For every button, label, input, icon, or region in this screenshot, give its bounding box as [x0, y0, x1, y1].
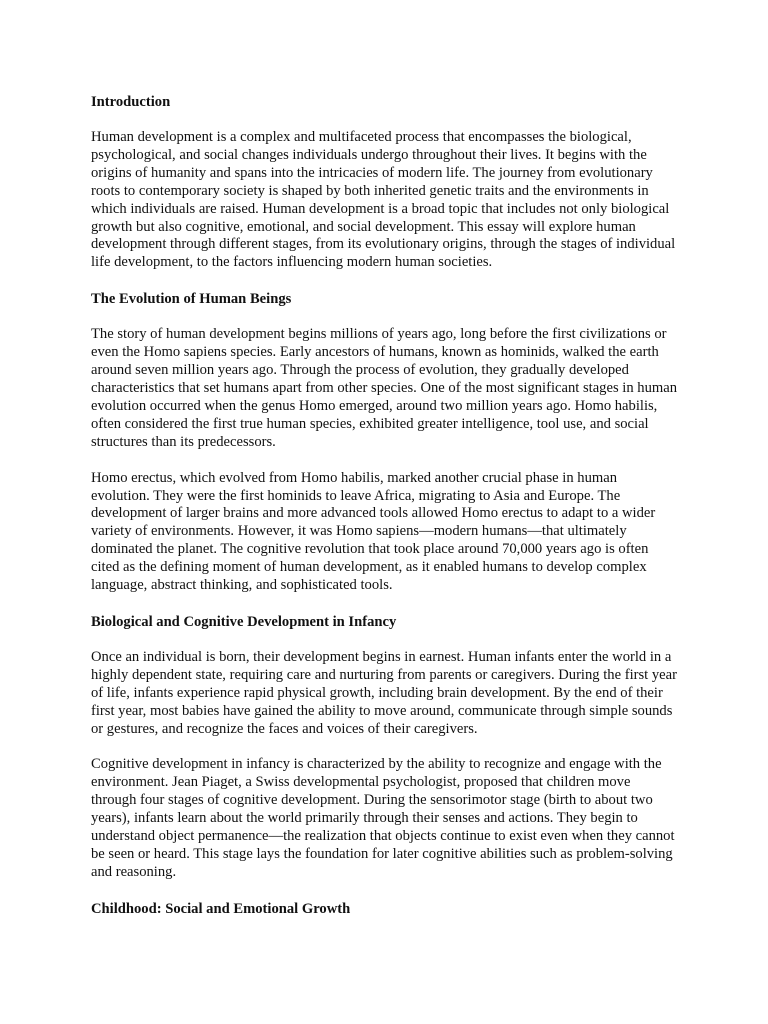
section-heading-introduction: Introduction [91, 94, 171, 110]
section-heading-evolution: The Evolution of Human Beings [91, 291, 292, 308]
paragraph: Once an individual is born, their development begins in earnest. Human infants enter the world in a highly dependent state, requiring care and nurturing from parents or caregivers. During the first year of life, infants experience rapid physical growth, including brain development. By the end of their first year, most babies have gained the ability to move around, communicate through simple sounds or gestures, and recognize the faces and voices of their caregivers. [91, 648, 677, 737]
paragraph: Human development is a complex and multifaceted process that encompasses the biological, psychological, and social changes individuals undergo throughout their lives. It begins with the origins of humanity and spans into the intricacies of modern life. The journey from evolutionary roots to contemporary society is shaped by both inherited genetic traits and the environments in which individuals are raised. Human development is a broad topic that includes not only biological growth but also cognitive, emotional, and social development. This essay will explore human development through different stages, from its evolutionary origins, through the stages of individual life development, to the factors influencing modern human societies. [91, 129, 676, 271]
paragraph: The story of human development begins millions of years ago, long before the first civilizations or even the Homo sapiens species. Early ancestors of humans, known as hominids, walked the earth around seven million years ago. Through the process of evolution, they gradually developed characteristics that set humans apart from other species. One of the most significant stages in human evolution occurred when the genus Homo emerged, around two million years ago. Homo habilis, often considered the first true human species, exhibited greater intelligence, tool use, and social structures than its predecessors. [91, 326, 678, 450]
section-heading-infancy: Biological and Cognitive Development in Infancy [91, 613, 397, 630]
document-page [91, 93, 679, 936]
paragraph: Cognitive development in infancy is characterized by the ability to recognize and engage with the environment. Jean Piaget, a Swiss developmental psychologist, proposed that children move through four stages of cognitive development. During the sensorimotor stage (birth to about two years), infants learn about the world primarily through their senses and actions. They begin to understand object permanence—the realization that objects continue to exist even when they cannot be seen or heard. This stage lays the foundation for later cognitive abilities such as problem-solving and reasoning. [91, 756, 675, 880]
paragraph: Homo erectus, which evolved from Homo habilis, marked another crucial phase in human evolution. They were the first hominids to leave Africa, migrating to Asia and Europe. The development of larger brains and more advanced tools allowed Homo erectus to adapt to a wider variety of environments. However, it was Homo sapiens—modern humans—that ultimately dominated the planet. The cognitive revolution that took place around 70,000 years ago is often cited as the defining moment of human development, as it enabled humans to develop complex language, abstract thinking, and sophisticated tools. [91, 469, 656, 594]
section-heading-childhood: Childhood: Social and Emotional Growth [91, 900, 351, 917]
